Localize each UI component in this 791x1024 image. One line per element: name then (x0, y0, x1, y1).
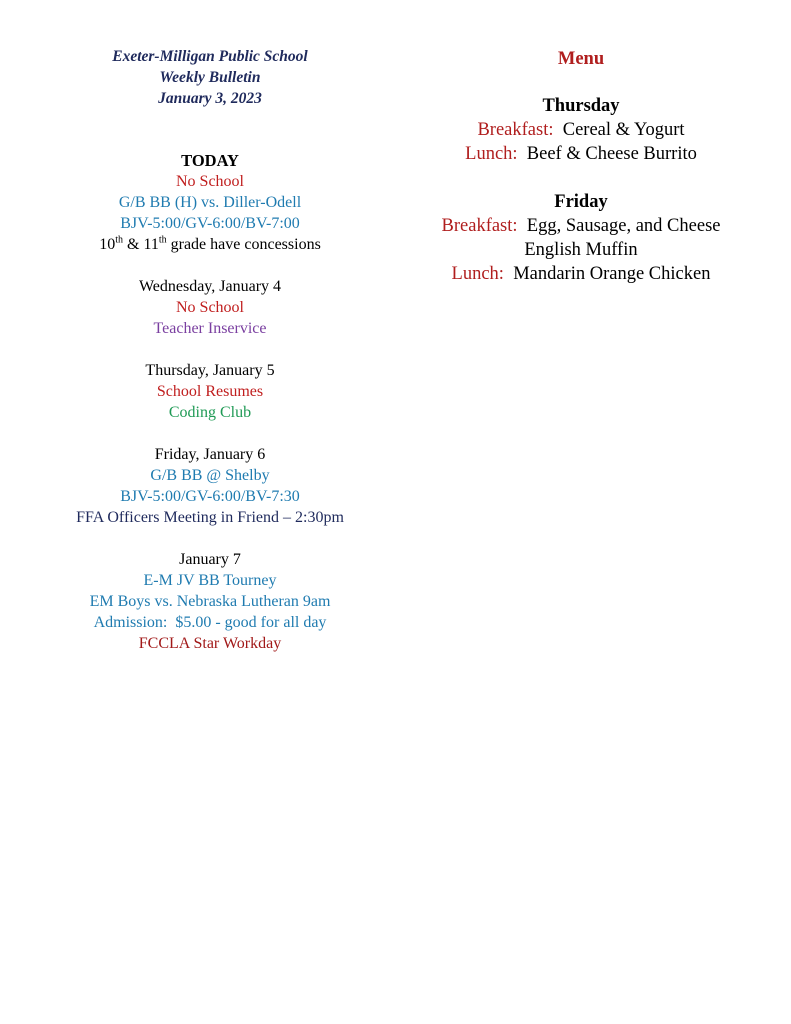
event-line: No School (176, 299, 244, 316)
event-line: BJV-5:00/GV-6:00/BV-7:30 (120, 488, 300, 505)
concessions-line (40, 234, 380, 255)
event-line: BJV-5:00/GV-6:00/BV-7:00 (120, 215, 300, 232)
grade-number: 11 (143, 236, 159, 253)
breakfast-line (400, 118, 762, 142)
thursday-section (40, 360, 380, 423)
event-line: No School (176, 173, 244, 190)
event-line: G/B BB @ Shelby (150, 467, 270, 484)
ampersand: & (122, 236, 144, 253)
lunch-label: Lunch: (465, 144, 518, 164)
breakfast-line (400, 214, 762, 238)
lunch-item: Mandarin Orange Chicken (513, 264, 711, 284)
breakfast-item: Egg, Sausage, and Cheese (526, 216, 721, 236)
event-line: Admission: $5.00 - good for all day (93, 614, 327, 631)
menu-day-heading: Friday (554, 192, 608, 212)
breakfast-item: Cereal & Yogurt (562, 120, 685, 140)
wednesday-section (40, 276, 380, 339)
event-line: FCCLA Star Workday (138, 635, 282, 652)
today-heading: TODAY (181, 151, 239, 170)
ordinal-suffix: th (115, 234, 123, 246)
ordinal-suffix: th (158, 234, 167, 246)
breakfast-label: Breakfast: (441, 216, 518, 236)
saturday-section (40, 549, 380, 654)
breakfast-label: Breakfast: (477, 120, 554, 140)
menu-day-heading: Thursday (542, 96, 620, 116)
bulletin-column (40, 46, 380, 675)
menu-friday (400, 190, 762, 286)
menu-column (400, 46, 762, 310)
event-line: G/B BB (H) vs. Diller-Odell (118, 194, 302, 211)
event-line: E-M JV BB Tourney (143, 572, 277, 589)
menu-thursday (400, 94, 762, 166)
event-line: Coding Club (168, 404, 252, 421)
event-line: Teacher Inservice (153, 320, 267, 337)
concessions-text: grade have concessions (166, 236, 321, 253)
day-heading: Wednesday, January 4 (138, 278, 282, 295)
day-heading: January 7 (179, 551, 241, 568)
menu-title: Menu (557, 49, 605, 69)
lunch-label: Lunch: (451, 264, 504, 284)
event-line: School Resumes (156, 383, 264, 400)
bulletin-date: January 3, 2023 (158, 90, 262, 107)
event-line: EM Boys vs. Nebraska Lutheran 9am (89, 593, 331, 610)
day-heading: Friday, January 6 (154, 446, 266, 463)
bulletin-header (40, 46, 380, 109)
breakfast-line-continued: English Muffin (524, 240, 638, 260)
grade-number: 10 (99, 236, 116, 253)
friday-section (40, 444, 380, 528)
lunch-line (400, 142, 762, 166)
today-section (40, 150, 380, 255)
bulletin-title: Weekly Bulletin (159, 69, 261, 86)
event-line: FFA Officers Meeting in Friend – 2:30pm (76, 509, 344, 526)
lunch-item: Beef & Cheese Burrito (526, 144, 697, 164)
lunch-line (400, 262, 762, 286)
day-heading: Thursday, January 5 (145, 362, 275, 379)
school-name: Exeter-Milligan Public School (112, 48, 308, 65)
